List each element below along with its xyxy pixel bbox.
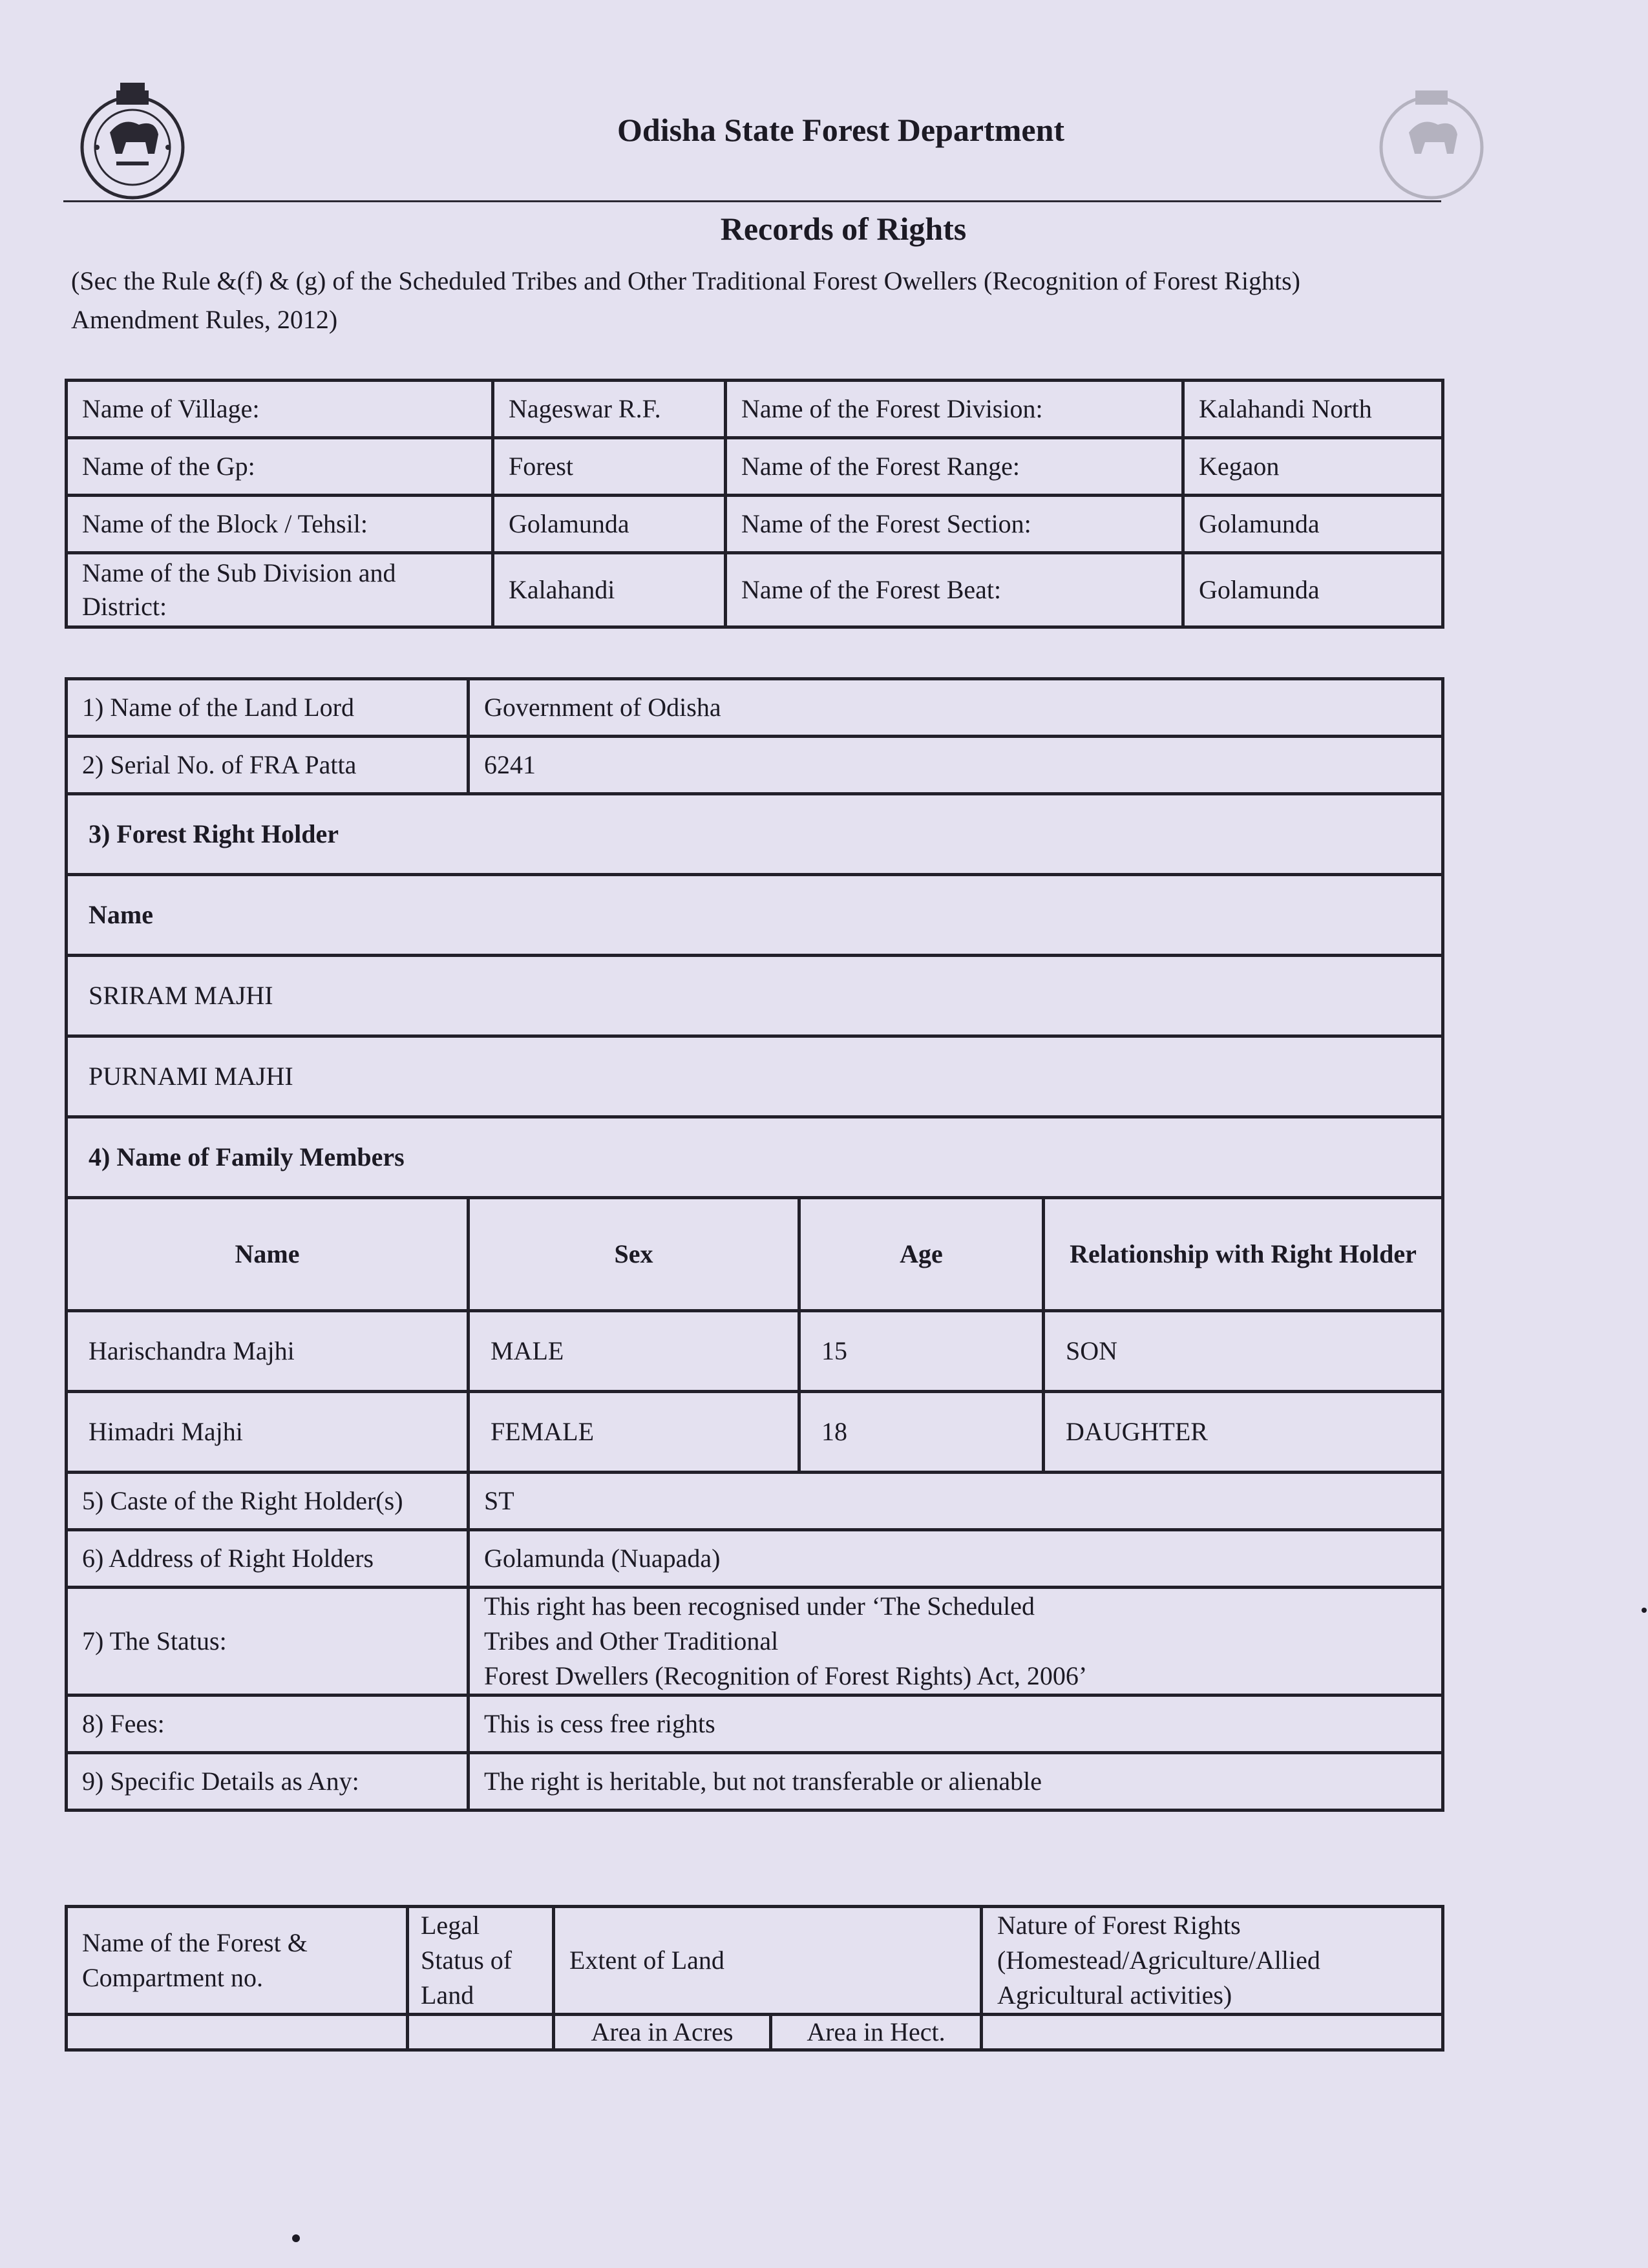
forest-extent-table	[65, 1905, 1444, 2052]
forest-range-label: Name of the Forest Range:	[726, 438, 1183, 496]
table-row	[67, 1696, 1443, 1753]
patta-label: 2) Serial No. of FRA Patta	[67, 737, 469, 794]
table-row	[67, 438, 1443, 496]
specific-details-value: The right is heritable, but not transferable or alienable	[469, 1753, 1443, 1811]
holder-name: SRIRAM MAJHI	[67, 956, 1443, 1036]
table-row	[67, 956, 1443, 1036]
forest-compartment-cell	[67, 2015, 408, 2050]
table-row	[67, 1753, 1443, 1811]
sub-division-value: Kalahandi	[493, 553, 726, 627]
department-title: Odisha State Forest Department	[617, 112, 1065, 148]
family-member-row	[67, 1311, 1443, 1392]
table-row	[67, 1588, 1443, 1696]
scan-speck	[1642, 1608, 1647, 1613]
member-relationship: DAUGHTER	[1044, 1392, 1443, 1473]
document-title: Records of Rights	[720, 211, 967, 247]
sub-division-label: Name of the Sub Division and District:	[67, 553, 493, 627]
caste-label: 5) Caste of the Right Holder(s)	[67, 1473, 469, 1530]
family-col-age: Age	[799, 1198, 1044, 1311]
member-relationship: SON	[1044, 1311, 1443, 1392]
table-row	[67, 1036, 1443, 1117]
table-row	[67, 496, 1443, 553]
right-holder-heading: 3) Forest Right Holder	[67, 794, 1443, 875]
family-member-row	[67, 1392, 1443, 1473]
odisha-emblem-logo	[78, 71, 187, 207]
block-label: Name of the Block / Tehsil:	[67, 496, 493, 553]
member-sex: FEMALE	[469, 1392, 799, 1473]
legal-status-header: Legal Status of Land	[408, 1907, 554, 2015]
legal-status-cell	[408, 2015, 554, 2050]
forest-division-label: Name of the Forest Division:	[726, 381, 1183, 438]
forest-section-label: Name of the Forest Section:	[726, 496, 1183, 553]
status-line-1: This right has been recognised under ‘The Scheduled Tribes and Other Traditional	[484, 1591, 1035, 1655]
nature-of-rights-header: Nature of Forest Rights (Homestead/Agriculture/Allied Agricultural activities)	[982, 1907, 1443, 2015]
village-value: Nageswar R.F.	[493, 381, 726, 438]
member-name: Himadri Majhi	[67, 1392, 469, 1473]
status-label: 7) The Status:	[67, 1588, 469, 1696]
address-value: Golamunda (Nuapada)	[469, 1530, 1443, 1588]
table-row	[67, 2015, 1443, 2050]
status-value	[469, 1588, 1443, 1696]
member-name: Harischandra Majhi	[67, 1311, 469, 1392]
table-row	[67, 794, 1443, 875]
scan-speck	[292, 2234, 300, 2242]
forest-division-value: Kalahandi North	[1183, 381, 1443, 438]
caste-value: ST	[469, 1473, 1443, 1530]
extent-of-land-header: Extent of Land	[554, 1907, 982, 2015]
gp-label: Name of the Gp:	[67, 438, 493, 496]
table-row	[67, 1473, 1443, 1530]
fees-value: This is cess free rights	[469, 1696, 1443, 1753]
member-age: 18	[799, 1392, 1044, 1473]
gp-value: Forest	[493, 438, 726, 496]
location-table	[65, 379, 1444, 629]
table-row	[67, 1907, 1443, 2015]
nature-of-rights-cell	[982, 2015, 1443, 2050]
forest-range-value: Kegaon	[1183, 438, 1443, 496]
block-value: Golamunda	[493, 496, 726, 553]
family-col-name: Name	[67, 1198, 469, 1311]
fees-label: 8) Fees:	[67, 1696, 469, 1753]
table-row	[67, 737, 1443, 794]
family-members-heading: 4) Name of Family Members	[67, 1117, 1443, 1198]
forest-beat-label: Name of the Forest Beat:	[726, 553, 1183, 627]
table-row	[67, 1117, 1443, 1198]
specific-details-label: 9) Specific Details as Any:	[67, 1753, 469, 1811]
family-header-row	[67, 1198, 1443, 1311]
table-row	[67, 1530, 1443, 1588]
forest-section-value: Golamunda	[1183, 496, 1443, 553]
family-col-relationship: Relationship with Right Holder	[1044, 1198, 1443, 1311]
holder-name-heading: Name	[67, 875, 1443, 956]
emblem-watermark-icon	[1377, 71, 1486, 207]
header-divider	[63, 200, 1441, 202]
patta-value: 6241	[469, 737, 1443, 794]
rights-record-table	[65, 677, 1444, 1812]
family-col-sex: Sex	[469, 1198, 799, 1311]
table-row	[67, 553, 1443, 627]
address-label: 6) Address of Right Holders	[67, 1530, 469, 1588]
member-age: 15	[799, 1311, 1044, 1392]
table-row	[67, 381, 1443, 438]
member-sex: MALE	[469, 1311, 799, 1392]
status-line-2: Forest Dwellers (Recognition of Forest Rights) Act, 2006’	[484, 1661, 1088, 1690]
land-lord-label: 1) Name of the Land Lord	[67, 679, 469, 737]
table-row	[67, 875, 1443, 956]
forest-beat-value: Golamunda	[1183, 553, 1443, 627]
area-hect-header: Area in Hect.	[771, 2015, 982, 2050]
area-acres-header: Area in Acres	[554, 2015, 771, 2050]
land-lord-value: Government of Odisha	[469, 679, 1443, 737]
holder-name: PURNAMI MAJHI	[67, 1036, 1443, 1117]
table-row	[67, 679, 1443, 737]
village-label: Name of Village:	[67, 381, 493, 438]
rule-reference: (Sec the Rule &(f) & (g) of the Scheduled Tribes and Other Traditional Forest Owellers (Recognition of Forest Rights) Amendment Rules, 2012)	[71, 266, 1300, 334]
forest-compartment-header: Name of the Forest & Compartment no.	[67, 1907, 408, 2015]
